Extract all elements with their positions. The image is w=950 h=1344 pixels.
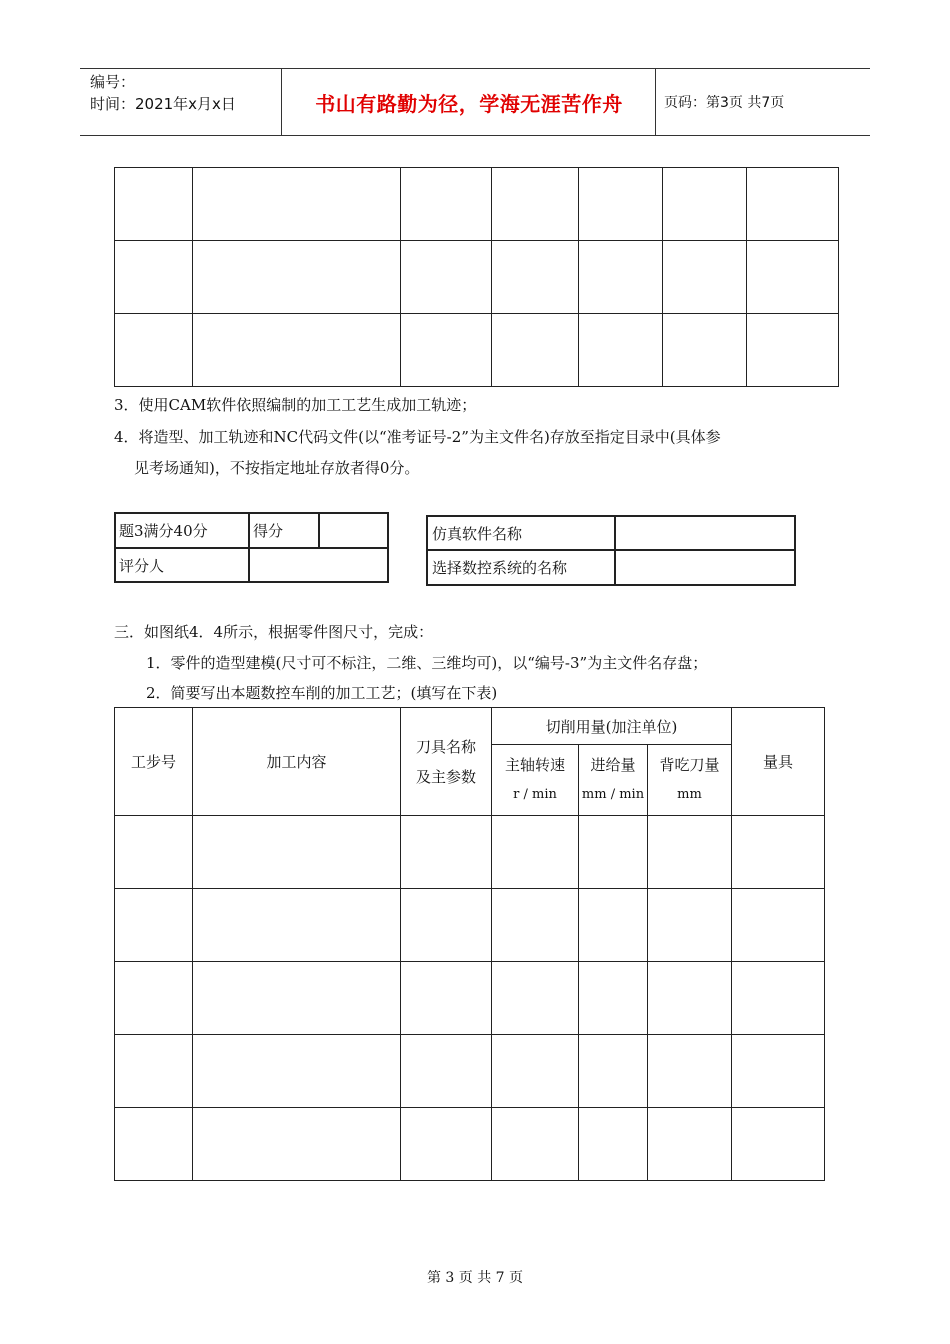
score-value-field[interactable] bbox=[319, 513, 388, 548]
sim-software-field[interactable] bbox=[615, 516, 795, 550]
header-meta bbox=[90, 71, 236, 115]
table-cell[interactable] bbox=[401, 314, 492, 387]
table-cell[interactable] bbox=[732, 962, 825, 1035]
doc-time-label: 时间：2021年x月x日 bbox=[90, 95, 236, 113]
instruction-item-3: 3．使用CAM软件依照编制的加工工艺生成加工轨迹； bbox=[114, 396, 477, 414]
header-tool bbox=[401, 708, 492, 816]
table-cell[interactable] bbox=[193, 314, 401, 387]
table-cell[interactable] bbox=[492, 168, 579, 241]
table-cell[interactable] bbox=[193, 168, 401, 241]
table-cell[interactable] bbox=[579, 1108, 648, 1181]
header-speed bbox=[492, 745, 579, 816]
table-cell[interactable] bbox=[401, 816, 492, 889]
instruction-item-4-cont: 见考场通知)，不按指定地址存放者得0分。 bbox=[134, 459, 420, 477]
table-cell[interactable] bbox=[401, 889, 492, 962]
table-cell[interactable] bbox=[115, 314, 193, 387]
grader-field[interactable] bbox=[249, 548, 388, 582]
table-cell[interactable] bbox=[579, 1035, 648, 1108]
table-cell[interactable] bbox=[747, 168, 839, 241]
header-tool-line1: 刀具名称 bbox=[415, 737, 476, 756]
table-cell[interactable] bbox=[193, 816, 401, 889]
table-cell[interactable] bbox=[193, 889, 401, 962]
header-content: 加工内容 bbox=[193, 708, 401, 816]
table-cell[interactable] bbox=[579, 889, 648, 962]
table-cell[interactable] bbox=[492, 1035, 579, 1108]
table-cell[interactable] bbox=[648, 816, 732, 889]
table-cell[interactable] bbox=[193, 241, 401, 314]
table-cell[interactable] bbox=[193, 962, 401, 1035]
table-row bbox=[115, 816, 825, 889]
score-title: 题3满分40分 bbox=[115, 513, 249, 548]
header-feed bbox=[579, 745, 648, 816]
header-feed-label: 进给量 bbox=[590, 756, 636, 774]
sim-software-label: 仿真软件名称 bbox=[427, 516, 615, 550]
header-gauge: 量具 bbox=[732, 708, 825, 816]
table-cell[interactable] bbox=[492, 962, 579, 1035]
table-row bbox=[115, 168, 839, 241]
table-cell[interactable] bbox=[401, 1035, 492, 1108]
table-cell[interactable] bbox=[401, 168, 492, 241]
table-cell[interactable] bbox=[492, 314, 579, 387]
table-row bbox=[115, 1035, 825, 1108]
header-cutting: 切削用量(加注单位) bbox=[492, 708, 732, 745]
table-cell[interactable] bbox=[115, 889, 193, 962]
table-row bbox=[115, 962, 825, 1035]
table-cell[interactable] bbox=[648, 1035, 732, 1108]
table-cell[interactable] bbox=[193, 1108, 401, 1181]
table-cell[interactable] bbox=[401, 962, 492, 1035]
score-box bbox=[114, 512, 389, 583]
table-cell[interactable] bbox=[401, 241, 492, 314]
table-cell[interactable] bbox=[732, 1035, 825, 1108]
table-cell[interactable] bbox=[648, 1108, 732, 1181]
header-step: 工步号 bbox=[115, 708, 193, 816]
header-speed-unit: r / min bbox=[513, 787, 557, 802]
section-3-item-2: 2．简要写出本题数控车削的加工工艺；(填写在下表) bbox=[146, 684, 498, 702]
table-cell[interactable] bbox=[115, 962, 193, 1035]
table-cell[interactable] bbox=[648, 889, 732, 962]
table-cell[interactable] bbox=[401, 1108, 492, 1181]
table-cell[interactable] bbox=[579, 816, 648, 889]
table-cell[interactable] bbox=[115, 1035, 193, 1108]
doc-number-label: 编号： bbox=[90, 73, 136, 91]
header-speed-label: 主轴转速 bbox=[504, 756, 565, 774]
header-page-label: 页码：第3页 共7页 bbox=[664, 95, 785, 111]
table-cell[interactable] bbox=[492, 816, 579, 889]
table-cell[interactable] bbox=[663, 241, 747, 314]
table-cell[interactable] bbox=[732, 889, 825, 962]
table-cell[interactable] bbox=[747, 314, 839, 387]
page-header bbox=[80, 68, 870, 136]
table-cell[interactable] bbox=[115, 1108, 193, 1181]
sim-system-label: 选择数控系统的名称 bbox=[427, 550, 615, 585]
table-cell[interactable] bbox=[648, 962, 732, 1035]
table-cell[interactable] bbox=[663, 168, 747, 241]
table-cell[interactable] bbox=[115, 816, 193, 889]
table-row bbox=[115, 1108, 825, 1181]
table-cell[interactable] bbox=[579, 241, 663, 314]
table-cell[interactable] bbox=[115, 241, 193, 314]
instruction-item-4: 4．将造型、加工轨迹和NC代码文件(以“准考证号-2”为主文件名)存放至指定目录中(具体参 bbox=[114, 428, 721, 446]
table-row bbox=[115, 889, 825, 962]
table-cell[interactable] bbox=[747, 241, 839, 314]
header-depth-label: 背吃刀量 bbox=[659, 756, 720, 774]
grader-label: 评分人 bbox=[115, 548, 249, 582]
section-3-item-1: 1．零件的造型建模(尺寸可不标注，二维、三维均可)，以“编号-3”为主文件名存盘； bbox=[146, 654, 708, 672]
table-cell[interactable] bbox=[193, 1035, 401, 1108]
table-cell[interactable] bbox=[115, 168, 193, 241]
table-cell[interactable] bbox=[732, 816, 825, 889]
sim-system-field[interactable] bbox=[615, 550, 795, 585]
table-cell[interactable] bbox=[732, 1108, 825, 1181]
header-feed-unit: mm / min bbox=[581, 787, 645, 802]
table-row bbox=[115, 314, 839, 387]
header-motto: 书山有路勤为径，学海无涯苦作舟 bbox=[315, 91, 623, 116]
process-table bbox=[114, 707, 825, 1181]
simulation-box bbox=[426, 515, 796, 586]
table-cell[interactable] bbox=[579, 962, 648, 1035]
table-cell[interactable] bbox=[492, 889, 579, 962]
page-footer: 第 3 页 共 7 页 bbox=[426, 1270, 524, 1286]
section-3-title: 三．如图纸4．4所示，根据零件图尺寸，完成： bbox=[114, 623, 434, 641]
score-label: 得分 bbox=[249, 513, 319, 548]
table-cell[interactable] bbox=[663, 314, 747, 387]
header-divider bbox=[655, 69, 656, 135]
header-depth-unit: mm bbox=[677, 787, 702, 802]
table-cell[interactable] bbox=[579, 168, 663, 241]
header-depth bbox=[648, 745, 732, 816]
table-cell[interactable] bbox=[579, 314, 663, 387]
table-cell[interactable] bbox=[492, 1108, 579, 1181]
table-row bbox=[115, 241, 839, 314]
table-cell[interactable] bbox=[492, 241, 579, 314]
header-tool-line2: 及主参数 bbox=[415, 767, 476, 786]
continuation-table bbox=[114, 167, 839, 387]
